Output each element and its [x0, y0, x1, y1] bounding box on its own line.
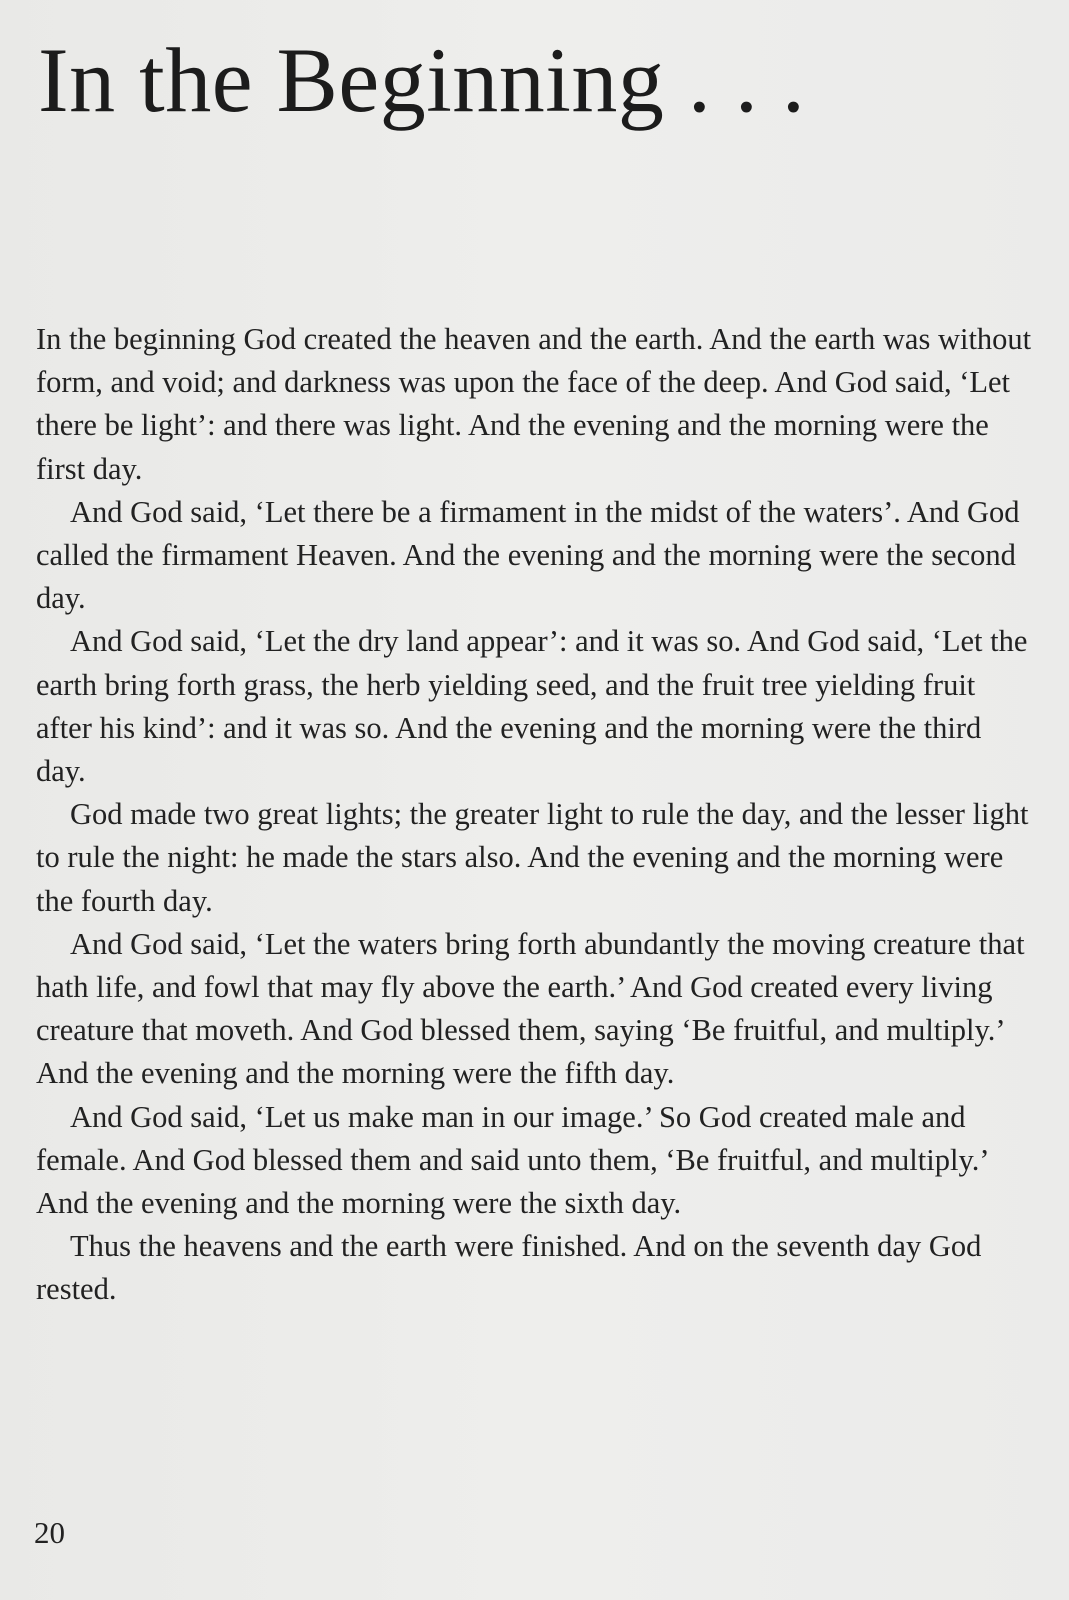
body-text — [36, 318, 1036, 1312]
paragraph-day-one: In the beginning God created the heaven and the earth. And the earth was without form, and void; and darkness was upon the face of the deep. And God said, ‘Let there be light’: and there was light. And the evening and the morning were the first day. — [36, 322, 1032, 486]
paragraph-day-four: God made two great lights; the greater light to rule the day, and the lesser light to rule the night: he made the stars also. And the evening and the morning were the fourth day. — [36, 797, 1029, 918]
page-number: 20 — [34, 1515, 65, 1550]
paragraph-day-three: And God said, ‘Let the dry land appear’: and it was so. And God said, ‘Let the earth bring forth grass, the herb yielding seed, and the fruit tree yielding fruit after his kind’: and it was so. And the evening and the morning were the third day. — [36, 624, 1028, 789]
paragraph-day-seven: Thus the heavens and the earth were finished. And on the seventh day God rested. — [36, 1229, 982, 1307]
paragraph-day-five: And God said, ‘Let the waters bring forth abundantly the moving creature that hath life, and fowl that may fly above the earth.’ And God created every living creature that moveth. And God blessed them, saying ‘Be fruitful, and multiply.’ And the evening and the morning were the fifth day. — [36, 926, 1025, 1091]
page-title: In the Beginning . . . — [38, 29, 806, 131]
paragraph-day-six: And God said, ‘Let us make man in our image.’ So God created male and female. And God blessed them and said unto them, ‘Be fruitful, and multiply.’ And the evening and the morning were the sixth day. — [36, 1099, 988, 1221]
paragraph-day-two: And God said, ‘Let there be a firmament in the midst of the waters’. And God called the firmament Heaven. And the evening and the morning were the second day. — [36, 494, 1020, 616]
